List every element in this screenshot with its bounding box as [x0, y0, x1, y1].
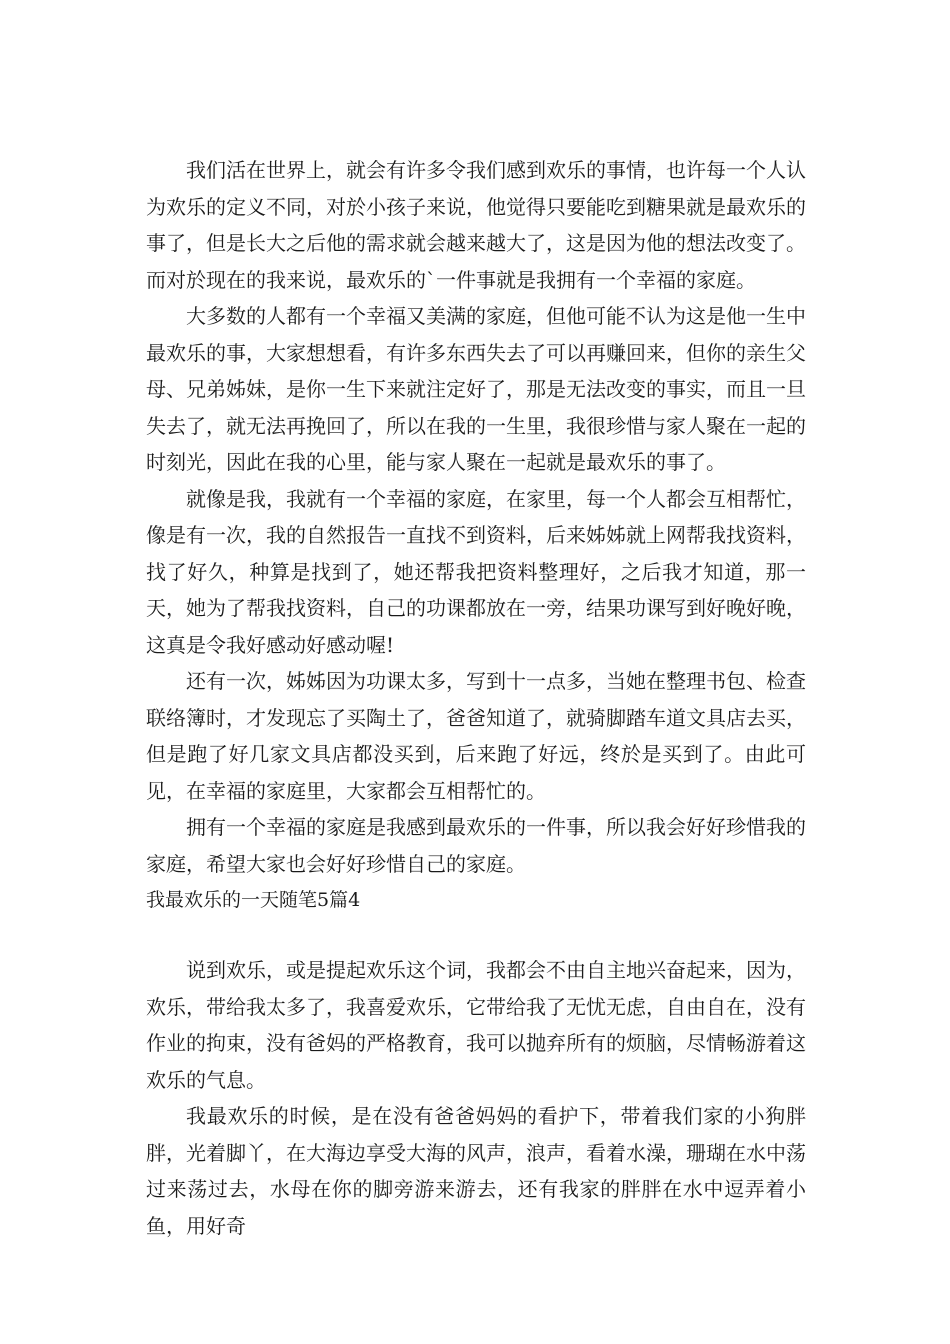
paragraph: 说到欢乐，或是提起欢乐这个词，我都会不由自主地兴奋起来，因为，欢乐，带给我太多了，我喜爱欢乐，它带给我了无忧无虑，自由自在，没有作业的拘束，没有爸妈的严格教育，我可以抛弃所有的烦脑，尽情畅游着这欢乐的气息。: [146, 958, 806, 1092]
essay-section-2: [146, 952, 806, 1244]
paragraph: 我最欢乐的时候，是在没有爸爸妈妈的看护下，带着我们家的小狗胖胖，光着脚丫，在大海边享受大海的风声，浪声，看着水澡，珊瑚在水中荡过来荡过去，水母在你的脚旁游来游去，还有我家的胖胖在水中逗弄着小鱼，用好奇: [146, 1104, 806, 1238]
paragraph: 拥有一个幸福的家庭是我感到最欢乐的一件事，所以我会好好珍惜我的家庭，希望大家也会好好珍惜自己的家庭。: [146, 815, 806, 876]
section-heading: 我最欢乐的一天随笔5篇4: [146, 889, 361, 911]
paragraph: 我们活在世界上，就会有许多令我们感到欢乐的事情，也许每一个人认为欢乐的定义不同，对於小孩子来说，他觉得只要能吃到糖果就是最欢乐的事了，但是长大之后他的需求就会越来越大了，这是因为他的想法改变了。而对於现在的我来说，最欢乐的`一件事就是我拥有一个幸福的家庭。: [146, 158, 806, 292]
paragraph: 大多数的人都有一个幸福又美满的家庭，但他可能不认为这是他一生中最欢乐的事，大家想想看，有许多东西失去了可以再赚回来，但你的亲生父母、兄弟姊妹，是你一生下来就注定好了，那是无法改变的事实，而且一旦失去了，就无法再挽回了，所以在我的一生里，我很珍惜与家人聚在一起的时刻光，因此在我的心里，能与家人聚在一起就是最欢乐的事了。: [146, 304, 806, 474]
essay-section-1: [146, 152, 806, 918]
paragraph: 还有一次，姊姊因为功课太多，写到十一点多，当她在整理书包、检查联络簿时，才发现忘了买陶土了，爸爸知道了，就骑脚踏车道文具店去买，但是跑了好几家文具店都没买到，后来跑了好远，终於是买到了。由此可见，在幸福的家庭里，大家都会互相帮忙的。: [146, 669, 806, 803]
paragraph: 就像是我，我就有一个幸福的家庭，在家里，每一个人都会互相帮忙，像是有一次，我的自然报告一直找不到资料，后来姊姊就上网帮我找资料，找了好久，种算是找到了，她还帮我把资料整理好，之后我才知道，那一天，她为了帮我找资料，自己的功课都放在一旁，结果功课写到好晚好晚，这真是令我好感动好感动喔!: [146, 486, 806, 657]
